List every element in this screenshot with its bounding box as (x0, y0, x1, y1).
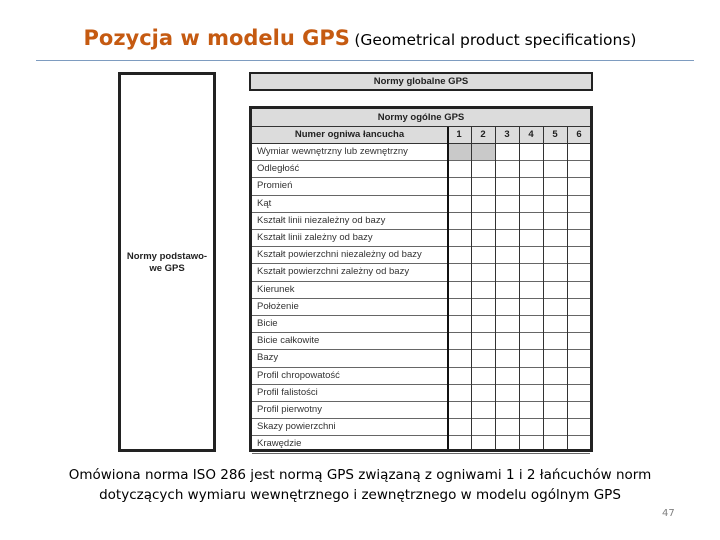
row-label: Kształt powierzchni zależny od bazy (257, 266, 410, 278)
matrix-row (252, 333, 590, 350)
matrix-row (252, 213, 590, 230)
general-standards-matrix (249, 106, 593, 452)
column-header-1: 1 (456, 129, 462, 140)
row-label: Bicie (257, 318, 278, 329)
matrix-row (252, 264, 590, 281)
general-standards-header: Normy ogólne GPS (252, 109, 590, 127)
column-header-3: 3 (504, 129, 510, 140)
row-label: Skazy powierzchni (257, 421, 336, 433)
matrix-row (252, 419, 590, 436)
row-label: Kształt linii zależny od bazy (257, 232, 373, 243)
caption-line2: dotyczących wymiaru wewnętrznego i zewnętrznego w modelu ogólnym GPS (99, 487, 621, 503)
highlighted-cell (472, 144, 496, 160)
row-label: Profil falistości (257, 386, 318, 398)
row-label: Kształt linii niezależny od bazy (257, 214, 386, 226)
row-label: Profil chropowatość (257, 369, 340, 381)
title-subtitle: (Geometrical product specifications) (354, 31, 637, 49)
matrix-row (252, 299, 590, 316)
row-label: Bazy (257, 352, 279, 364)
row-label: Kąt (257, 197, 272, 209)
caption (20, 465, 700, 505)
matrix-row (252, 230, 590, 247)
page-number: 47 (662, 508, 675, 519)
row-label: Bicie całkowite (257, 335, 320, 347)
global-standards-header: Normy globalne GPS (249, 72, 593, 91)
matrix-row (252, 144, 590, 161)
column-header-5: 5 (552, 129, 558, 140)
row-label: Promień (257, 180, 293, 192)
column-divider (519, 127, 520, 449)
matrix-row (252, 368, 590, 385)
row-label: Profil pierwotny (257, 404, 322, 415)
column-header-6: 6 (576, 129, 582, 140)
matrix-row (252, 436, 590, 453)
basic-standards-frame (118, 72, 216, 452)
matrix-row (252, 178, 590, 195)
basic-standards-label (121, 251, 213, 275)
basic-standards-label-line2: we GPS (149, 263, 185, 274)
matrix-row (252, 196, 590, 213)
matrix-row (252, 316, 590, 333)
column-divider (495, 127, 496, 449)
matrix-row (252, 350, 590, 367)
column-header-4: 4 (528, 129, 534, 140)
slide-title (0, 26, 720, 50)
chain-number-label: Numer ogniwa łancucha (294, 129, 405, 140)
column-divider (543, 127, 544, 449)
column-divider (567, 127, 568, 449)
row-label: Krawędzie (257, 438, 302, 450)
matrix-row (252, 385, 590, 402)
matrix-row (252, 402, 590, 419)
matrix-row (252, 282, 590, 299)
column-header-2: 2 (480, 129, 486, 140)
row-label: Kształt powierzchni niezależny od bazy (257, 249, 422, 261)
row-label: Kierunek (257, 283, 295, 295)
title-divider (36, 60, 694, 61)
matrix-row (252, 161, 590, 178)
column-divider (447, 127, 449, 449)
highlighted-cell (448, 144, 472, 160)
basic-standards-label-line1: Normy podstawo- (126, 251, 208, 262)
matrix-row (252, 247, 590, 264)
row-label: Wymiar wewnętrzny lub zewnętrzny (257, 146, 408, 157)
column-divider (471, 127, 472, 449)
row-label: Odległość (257, 163, 300, 175)
chain-column-header (252, 127, 590, 144)
row-label: Położenie (257, 300, 299, 312)
caption-line1: Omówiona norma ISO 286 jest normą GPS związaną z ogniwami 1 i 2 łańcuchów norm (68, 467, 652, 483)
title-main: Pozycja w modelu GPS (83, 26, 350, 50)
